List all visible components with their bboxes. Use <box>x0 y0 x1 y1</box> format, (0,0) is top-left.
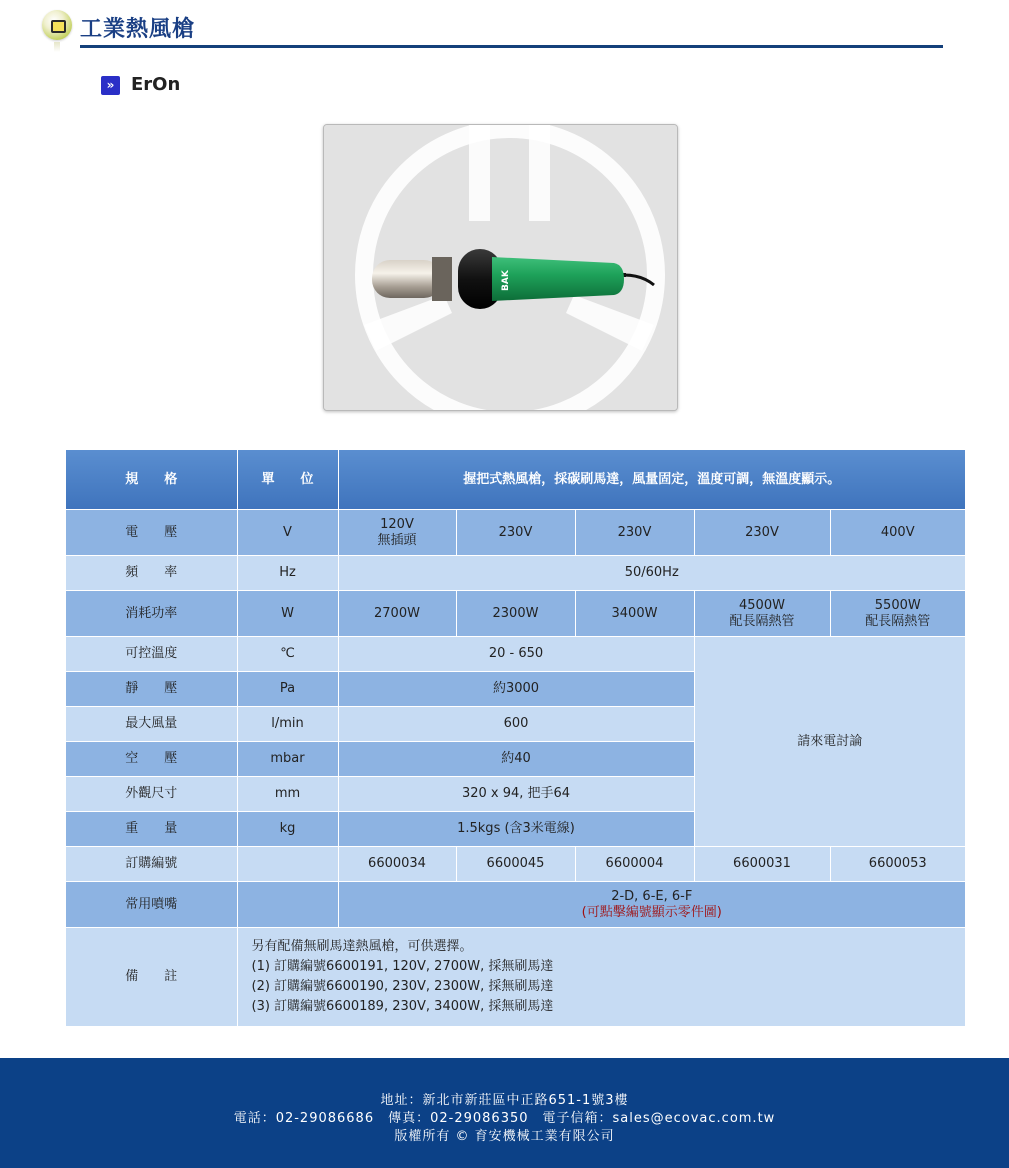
spec-table <box>66 450 965 1027</box>
order-no-value: 6600031 <box>694 847 830 882</box>
row-label: 最大風量 <box>66 707 237 742</box>
order-no-value: 6600004 <box>575 847 694 882</box>
gun-brand-print: BAK <box>501 270 511 291</box>
row-unit <box>237 882 338 928</box>
header-spec: 規 格 <box>66 450 237 510</box>
row-unit: V <box>237 510 338 556</box>
row-unit: Hz <box>237 556 338 591</box>
row-unit: Pa <box>237 672 338 707</box>
power-value <box>694 591 830 637</box>
page-header <box>40 8 944 52</box>
notes-line: (2) 訂購編號6600190, 230V, 2300W, 採無刷馬達 <box>251 979 554 994</box>
row-unit: W <box>237 591 338 637</box>
product-photo <box>323 124 678 411</box>
frequency-value: 50/60Hz <box>338 556 965 591</box>
header-description: 握把式熱風槍，採碳刷馬達，風量固定，溫度可調，無溫度顯示。 <box>338 450 965 510</box>
watermark-bar-left <box>469 125 490 221</box>
voltage-value-text: 120V <box>380 516 414 532</box>
power-value: 2700W <box>338 591 456 637</box>
folder-badge-icon <box>42 10 72 40</box>
power-note: 配長隔熱管 <box>729 613 795 629</box>
brand-name: ErOn <box>131 74 181 95</box>
gun-green-body <box>492 257 624 301</box>
row-label: 常用噴嘴 <box>66 882 237 928</box>
air-pressure-value: 約40 <box>338 742 694 777</box>
table-row-nozzles <box>66 882 965 928</box>
row-label: 重 量 <box>66 812 237 847</box>
row-unit: l/min <box>237 707 338 742</box>
order-no-value: 6600034 <box>338 847 456 882</box>
row-label: 備 註 <box>66 928 237 1027</box>
nozzle-hint: (可點擊編號顯示零件圖) <box>581 904 722 920</box>
nozzle-collar <box>432 257 452 301</box>
max-airflow-value: 600 <box>338 707 694 742</box>
gun-nozzle <box>372 260 442 298</box>
voltage-value: 400V <box>830 510 965 556</box>
page-title: 工業熱風槍 <box>80 17 196 42</box>
logo-stem <box>54 42 60 52</box>
order-no-value: 6600053 <box>830 847 965 882</box>
row-label: 訂購編號 <box>66 847 237 882</box>
voltage-value <box>338 510 456 556</box>
row-unit: mbar <box>237 742 338 777</box>
row-label: 電 壓 <box>66 510 237 556</box>
row-label: 靜 壓 <box>66 672 237 707</box>
voltage-value: 230V <box>456 510 575 556</box>
header-divider <box>80 45 943 48</box>
order-no-value: 6600045 <box>456 847 575 882</box>
row-unit: kg <box>237 812 338 847</box>
row-label: 空 壓 <box>66 742 237 777</box>
temperature-value: 20 - 650 <box>338 637 694 672</box>
row-label: 可控溫度 <box>66 637 237 672</box>
row-label: 外觀尺寸 <box>66 777 237 812</box>
row-label: 頻 率 <box>66 556 237 591</box>
notes-line: (3) 訂購編號6600189, 230V, 3400W, 採無刷馬達 <box>251 999 554 1014</box>
voltage-note: 無插頭 <box>377 532 417 548</box>
table-row-temperature <box>66 637 965 672</box>
table-row-voltage <box>66 510 965 556</box>
notes-content <box>237 928 965 1027</box>
notes-line: (1) 訂購編號6600191, 120V, 2700W, 採無刷馬達 <box>251 959 554 974</box>
voltage-value: 230V <box>575 510 694 556</box>
table-header-row <box>66 450 965 510</box>
weight-value: 1.5kgs (含3米電線) <box>338 812 694 847</box>
footer-address: 地址：新北市新莊區中正路651-1號3樓 <box>380 1093 629 1108</box>
power-value: 3400W <box>575 591 694 637</box>
voltage-value: 230V <box>694 510 830 556</box>
watermark-bar-right <box>529 125 550 221</box>
dimensions-value: 320 x 94, 把手64 <box>338 777 694 812</box>
footer-copyright: 版權所有 © 育安機械工業有限公司 <box>394 1129 615 1144</box>
nozzle-codes-link[interactable]: 2-D, 6-E, 6-F <box>611 888 693 904</box>
power-value: 2300W <box>456 591 575 637</box>
power-value <box>830 591 965 637</box>
static-pressure-value: 約3000 <box>338 672 694 707</box>
footer-contact: 電話：02-29086686 傳真：02-29086350 電子信箱：sales@ecovac.com.tw <box>233 1111 776 1126</box>
header-unit: 單 位 <box>237 450 338 510</box>
site-footer <box>0 1058 1009 1168</box>
table-row-frequency <box>66 556 965 591</box>
power-value-text: 5500W <box>874 597 921 613</box>
contact-note: 請來電討論 <box>694 637 965 847</box>
row-unit <box>237 847 338 882</box>
table-row-order-no <box>66 847 965 882</box>
nozzles-value <box>338 882 965 928</box>
row-label: 消耗功率 <box>66 591 237 637</box>
table-row-notes <box>66 928 965 1027</box>
table-row-power <box>66 591 965 637</box>
notes-line: 另有配備無刷馬達熱風槍，可供選擇。 <box>251 939 473 954</box>
row-unit: ℃ <box>237 637 338 672</box>
double-chevron-right-icon: » <box>101 76 120 95</box>
row-unit: mm <box>237 777 338 812</box>
power-note: 配長隔熱管 <box>865 613 931 629</box>
power-value-text: 4500W <box>739 597 785 613</box>
hot-air-gun-illustration <box>324 125 677 410</box>
